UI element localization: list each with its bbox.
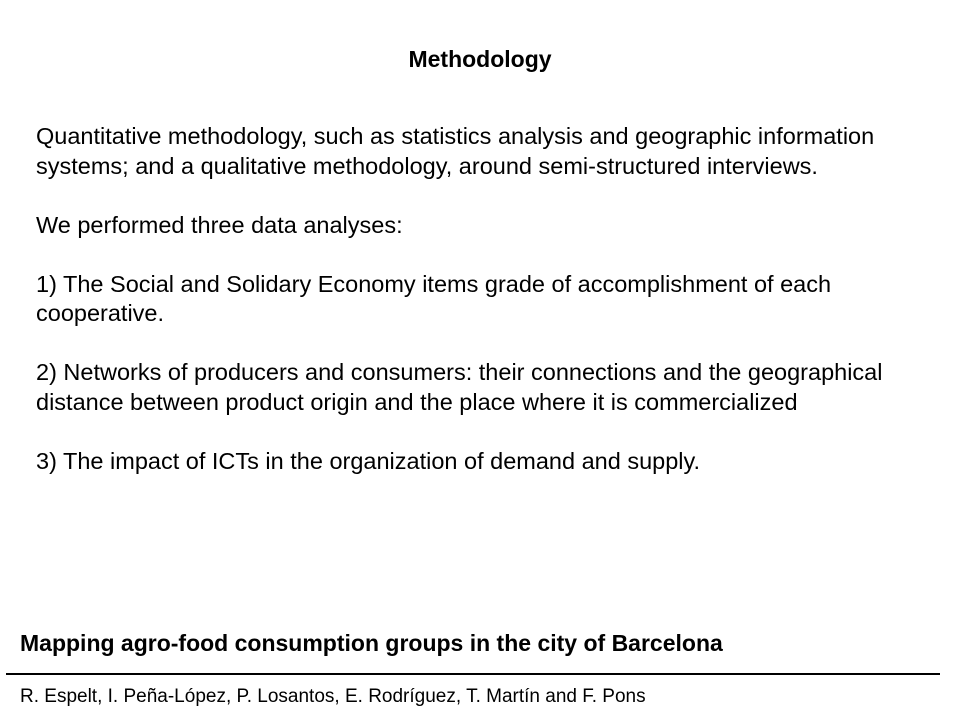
slide-body	[36, 122, 936, 476]
footer-title: Mapping agro-food consumption groups in the city of Barcelona	[20, 630, 723, 656]
analyses-intro: We performed three data analyses:	[36, 211, 403, 238]
analysis-item-1: 1) The Social and Solidary Economy items grade of accomplishment of each cooperative.	[36, 270, 832, 326]
footer-authors: R. Espelt, I. Peña-López, P. Losantos, E. Rodríguez, T. Martín and F. Pons	[20, 686, 646, 707]
analysis-item-3: 3) The impact of ICTs in the organization of demand and supply.	[36, 447, 701, 474]
analysis-item-2: 2) Networks of producers and consumers: their connections and the geographical distance between product origin and the place where it is commercialized	[36, 359, 883, 415]
footer-divider	[6, 673, 940, 675]
slide-title: Methodology	[408, 46, 552, 72]
methodology-description: Quantitative methodology, such as statistics analysis and geographic information systems; and a qualitative methodology, around semi-structured interviews.	[36, 123, 875, 179]
